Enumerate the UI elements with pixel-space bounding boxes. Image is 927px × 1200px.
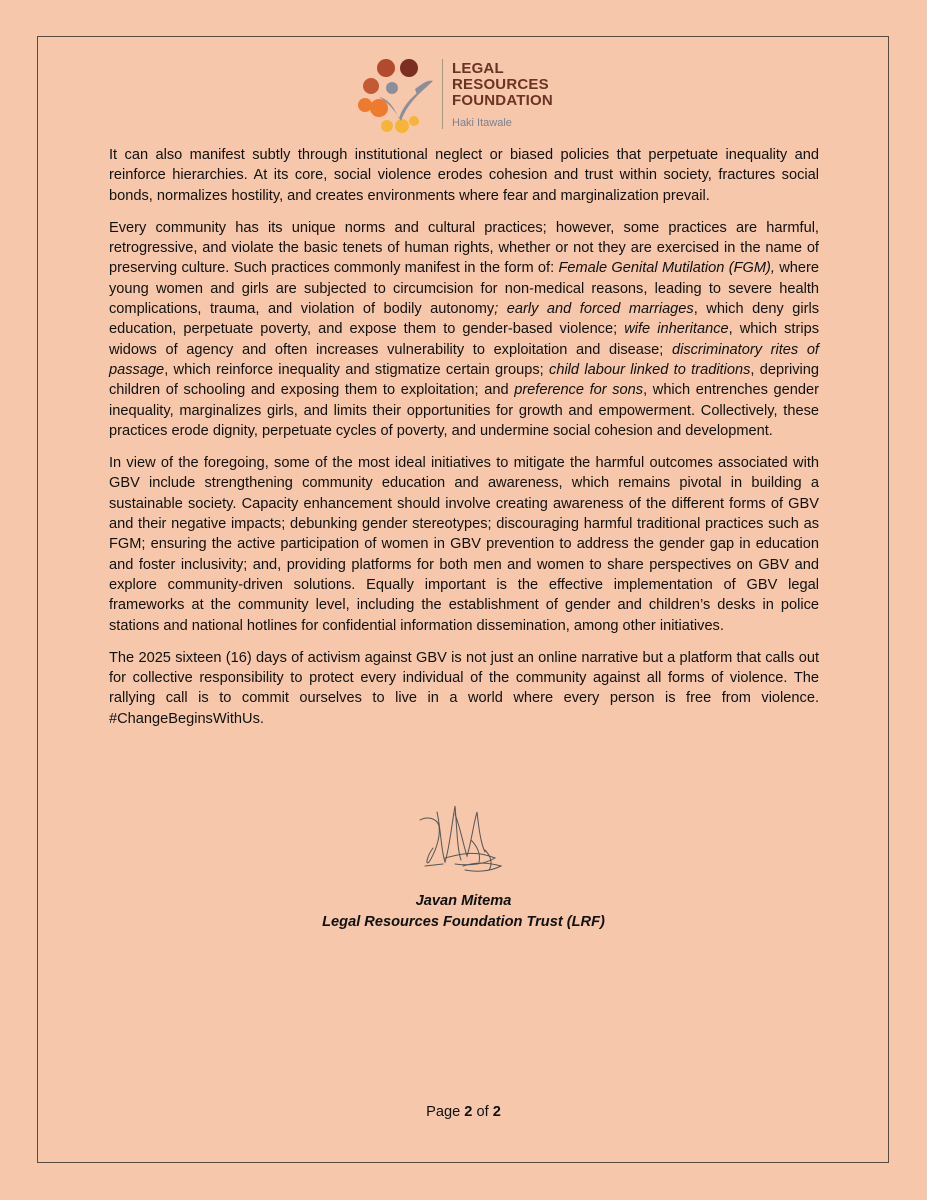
- letter-body: [109, 145, 819, 741]
- logo-line-2: RESOURCES: [452, 76, 549, 93]
- logo-wordmark: [452, 61, 553, 109]
- paragraph-2-text-c: , which deny girls education, perpetuate poverty, and expose them to gender-based violence;: [109, 301, 819, 338]
- handwritten-signature: [415, 800, 510, 880]
- logo-tagline: Haki Itawale: [452, 117, 512, 129]
- page-number: [0, 1104, 927, 1120]
- emphasis-wife-inheritance: wife inheritance: [624, 321, 729, 338]
- paragraph-2-text-e: , which reinforce inequality and stigmatize certain groups;: [164, 361, 550, 378]
- emphasis-rites-of-passage: discriminatory rites of passage: [109, 341, 819, 378]
- logo-line-1: LEGAL: [452, 60, 504, 77]
- paragraph-2-text-f: , depriving children of schooling and exposing them to exploitation; and: [109, 361, 819, 399]
- paragraph-2: [109, 218, 819, 441]
- page-of-label: of: [472, 1104, 493, 1120]
- emphasis-fgm: Female Genital Mutilation (FGM),: [558, 260, 775, 277]
- emphasis-early-marriages: ; early and forced marriages: [494, 301, 694, 318]
- paragraph-2-text-b: where young women and girls are subjected to circumcision for non-medical reasons, leading to severe health complications, trauma, and violation of bodily autonomy: [109, 260, 819, 318]
- logo-line-3: FOUNDATION: [452, 92, 553, 109]
- paragraph-1: It can also manifest subtly through institutional neglect or biased policies that perpetuate inequality and reinforce hierarchies. At its core, social violence erodes cohesion and trust within society, fractures social bonds, normalizes hostility, and creates environments where fear and marginalization prevail.: [109, 147, 819, 204]
- total-pages: 2: [492, 1104, 501, 1120]
- emphasis-child-labour: child labour linked to traditions: [549, 361, 751, 378]
- paragraph-3: In view of the foregoing, some of the most ideal initiatives to mitigate the harmful outcomes associated with GBV include strengthening community education and awareness, which remains pivotal in building a sustainable society. Capacity enhancement should involve creating awareness of the different forms of GBV and their negative impacts; debunking gender stereotypes; discouraging harmful traditional practices such as FGM; ensuring the active participation of women in GBV prevention to address the gender gap in education and foster inclusivity; and, providing platforms for both men and women to share perspectives on GBV and explore community-driven solutions. Equally important is the effective implementation of GBV legal frameworks at the community level, including the establishment of gender and children’s desks in police stations and national hotlines for confidential information dissemination, among other initiatives.: [109, 455, 819, 634]
- signatory-organization: Legal Resources Foundation Trust (LRF): [322, 914, 605, 930]
- lrf-logo: [355, 55, 575, 135]
- emphasis-preference-for-sons: preference for sons: [514, 382, 644, 399]
- logo-divider: [442, 59, 443, 129]
- paragraph-2-text-d: , which strips widows of agency and often increases vulnerability to exploitation and disease;: [109, 321, 820, 358]
- paragraph-2-text-a: Every community has its unique norms and cultural practices; however, some practices are harmful, retrogressive, and violate the basic tenets of human rights, whether or not they are exercised in the name of preserving culture. Such practices commonly manifest in the form of:: [109, 219, 819, 277]
- current-page: 2: [464, 1104, 473, 1120]
- logo-emblem-icon: [355, 55, 441, 135]
- page-label: Page: [426, 1104, 465, 1120]
- signatory-name: Javan Mitema: [415, 893, 512, 909]
- paragraph-2-text-g: , which entrenches gender inequality, marginalizes girls, and limits their opportunities for growth and empowerment. Collectively, these practices erode dignity, perpetuate cycles of poverty, and undermine social cohesion and development.: [109, 382, 819, 439]
- paragraph-4: The 2025 sixteen (16) days of activism against GBV is not just an online narrative but a platform that calls out for collective responsibility to protect every individual of the community against all forms of violence. The rallying call is to commit ourselves to live in a world where every person is free from violence. #ChangeBeginsWithUs.: [109, 649, 819, 727]
